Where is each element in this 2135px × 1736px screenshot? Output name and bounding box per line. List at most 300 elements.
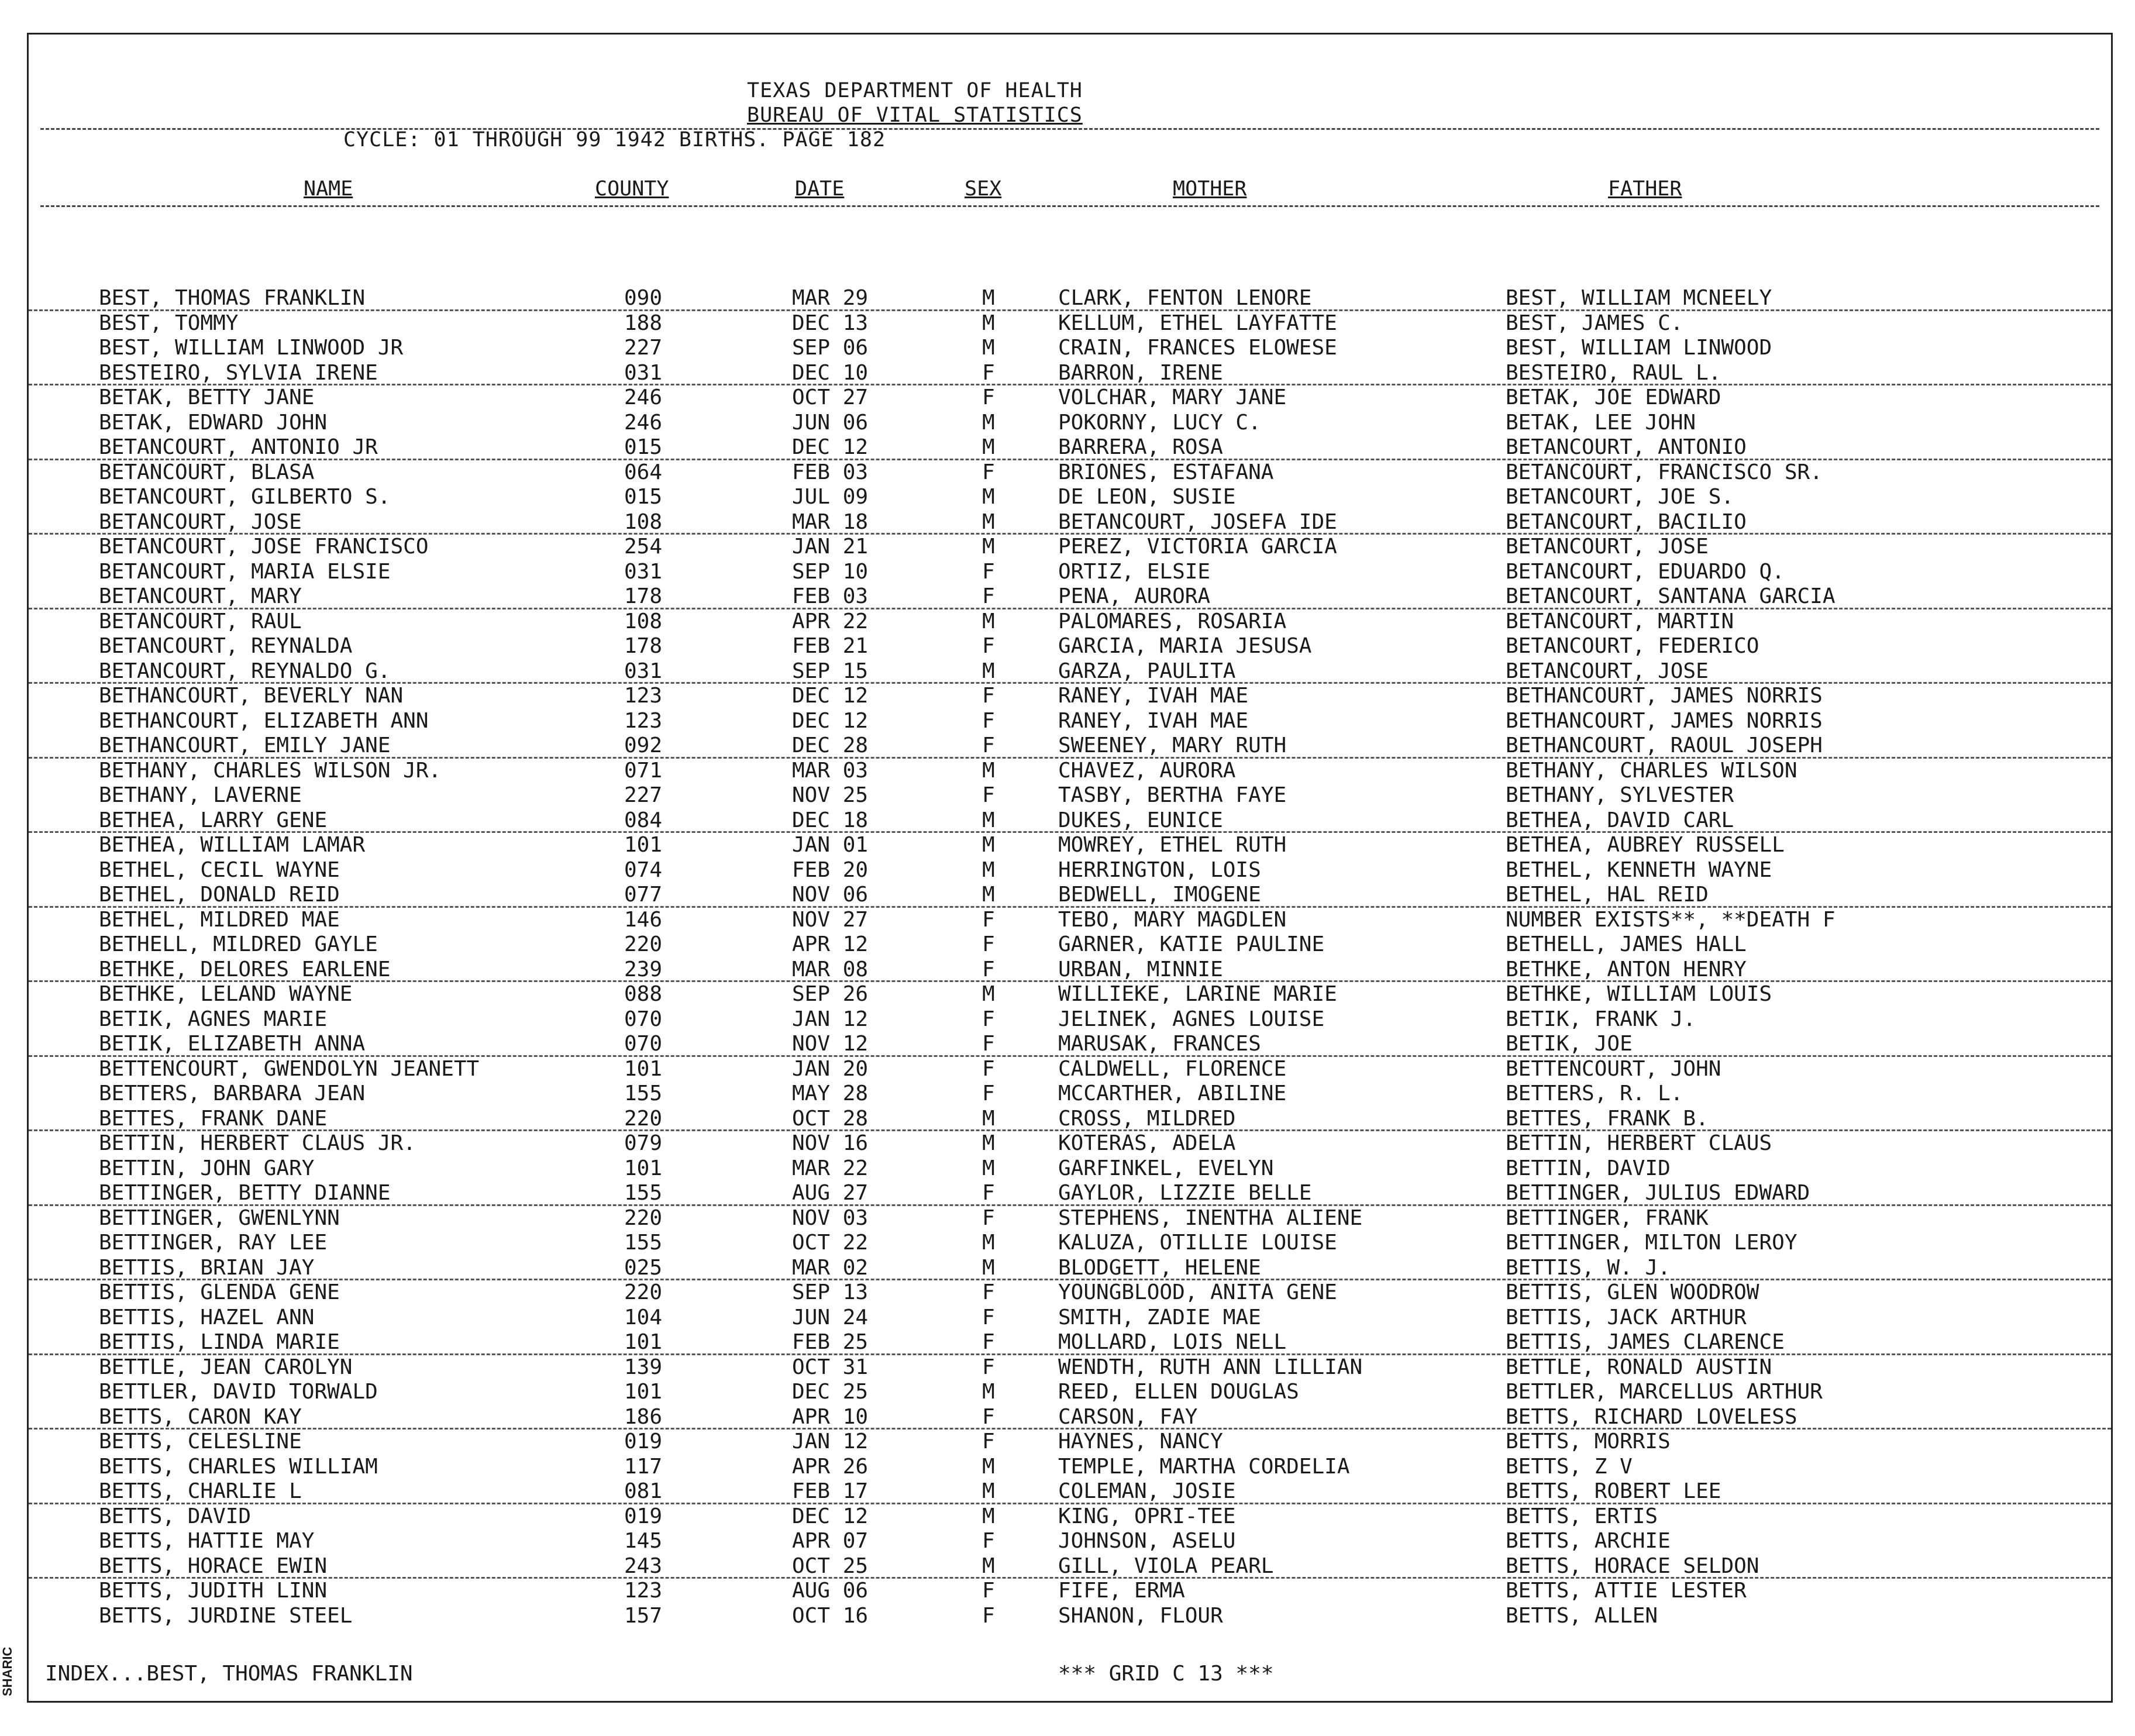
table-row	[29, 1355, 2111, 1380]
cell-county: 227	[624, 783, 663, 807]
table-row	[29, 560, 2111, 585]
cell-county: 070	[624, 1032, 663, 1056]
cell-father: BETANCOURT, BACILIO	[1506, 509, 1747, 534]
cell-mother: COLEMAN, JOSIE	[1058, 1479, 1236, 1503]
table-row	[29, 361, 2111, 386]
cell-mother: MCCARTHER, ABILINE	[1058, 1081, 1287, 1105]
cell-father: BETANCOURT, EDUARDO Q.	[1506, 559, 1785, 584]
cell-mother: JELINEK, AGNES LOUISE	[1058, 1007, 1325, 1031]
cell-date: FEB 21	[792, 634, 869, 658]
table-row	[29, 1529, 2111, 1554]
cell-sex: F	[982, 1205, 995, 1230]
cell-father: BETTENCOURT, JOHN	[1506, 1056, 1721, 1081]
cell-sex: M	[982, 808, 995, 832]
cell-father: BEST, WILLIAM MCNEELY	[1506, 286, 1772, 310]
cell-name: BETTENCOURT, GWENDOLYN JEANETT	[99, 1056, 480, 1081]
cell-mother: HERRINGTON, LOIS	[1058, 857, 1261, 882]
cell-mother: WILLIEKE, LARINE MARIE	[1058, 982, 1337, 1006]
cell-mother: KELLUM, ETHEL LAYFATTE	[1058, 311, 1337, 335]
table-row	[29, 808, 2111, 833]
cell-date: DEC 13	[792, 311, 869, 335]
cell-date: MAR 02	[792, 1255, 869, 1280]
table-row	[29, 1107, 2111, 1132]
cell-county: 019	[624, 1430, 663, 1453]
cell-date: FEB 03	[792, 460, 869, 484]
table-row	[29, 982, 2111, 1007]
cell-sex: F	[982, 1330, 995, 1354]
cell-county: 145	[624, 1529, 663, 1553]
cell-date: APR 26	[792, 1454, 869, 1479]
table-row	[29, 1579, 2111, 1604]
cell-name: BETHANCOURT, ELIZABETH ANN	[99, 708, 429, 733]
cell-name: BETTERS, BARBARA JEAN	[99, 1081, 366, 1105]
cell-father: BETHEA, DAVID CARL	[1506, 808, 1734, 832]
table-row	[29, 1479, 2111, 1504]
cell-mother: PEREZ, VICTORIA GARCIA	[1058, 535, 1337, 559]
cell-date: JUL 09	[792, 485, 869, 509]
cell-mother: RANEY, IVAH MAE	[1058, 708, 1249, 733]
cell-father: BETANCOURT, MARTIN	[1506, 609, 1734, 633]
cell-date: DEC 12	[792, 684, 869, 708]
cell-sex: M	[982, 609, 995, 633]
cell-sex: M	[982, 435, 995, 459]
cell-name: BETANCOURT, MARY	[99, 584, 302, 608]
cell-sex: M	[982, 410, 995, 435]
cell-father: BESTEIRO, RAUL L.	[1506, 360, 1721, 385]
cell-sex: M	[982, 659, 995, 683]
table-row	[29, 783, 2111, 808]
cell-father: BETANCOURT, ANTONIO	[1506, 435, 1747, 459]
cell-sex: M	[982, 1554, 995, 1578]
table-row	[29, 684, 2111, 709]
side-label: SHARIC	[0, 1647, 15, 1696]
cell-mother: SWEENEY, MARY RUTH	[1058, 733, 1287, 757]
cell-father: BETTINGER, FRANK	[1506, 1205, 1709, 1230]
cell-county: 077	[624, 883, 663, 907]
cell-date: NOV 25	[792, 783, 869, 807]
cell-mother: VOLCHAR, MARY JANE	[1058, 385, 1287, 409]
cell-sex: F	[982, 1081, 995, 1105]
cell-father: BETHANCOURT, RAOUL JOSEPH	[1506, 733, 1823, 757]
cell-county: 123	[624, 684, 663, 708]
cell-father: BETTIS, JAMES CLARENCE	[1506, 1330, 1785, 1354]
cell-date: DEC 25	[792, 1380, 869, 1404]
table-row	[29, 1131, 2111, 1156]
cell-date: MAY 28	[792, 1081, 869, 1105]
cell-mother: FIFE, ERMA	[1058, 1579, 1185, 1603]
cell-county: 220	[624, 1106, 663, 1131]
cell-name: BETHEA, LARRY GENE	[99, 808, 328, 832]
cell-date: FEB 03	[792, 584, 869, 608]
cell-county: 123	[624, 1579, 663, 1603]
table-row	[29, 1430, 2111, 1455]
cell-mother: BARRERA, ROSA	[1058, 435, 1223, 459]
cell-sex: F	[982, 1056, 995, 1081]
cell-date: OCT 16	[792, 1603, 869, 1628]
cell-name: BETANCOURT, REYNALDA	[99, 634, 353, 658]
cell-county: 186	[624, 1404, 663, 1429]
cell-sex: F	[982, 1007, 995, 1031]
table-row	[29, 733, 2111, 759]
cell-father: BETANCOURT, JOSE	[1506, 535, 1709, 559]
cell-mother: KALUZA, OTILLIE LOUISE	[1058, 1231, 1337, 1255]
cell-county: 155	[624, 1231, 663, 1255]
table-row	[29, 957, 2111, 983]
cell-father: BETTIN, DAVID	[1506, 1156, 1671, 1180]
cell-father: BETTIS, W. J.	[1506, 1255, 1671, 1280]
cell-date: NOV 06	[792, 883, 869, 907]
cell-mother: REED, ELLEN DOUGLAS	[1058, 1380, 1299, 1404]
header-cycle: CYCLE: 01 THROUGH 99 1942 BIRTHS. PAGE 182	[343, 128, 886, 151]
cell-county: 108	[624, 509, 663, 534]
column-name: NAME	[304, 177, 353, 201]
cell-county: 220	[624, 932, 663, 956]
cell-sex: M	[982, 485, 995, 509]
cell-date: OCT 22	[792, 1231, 869, 1255]
cell-father: BETAK, LEE JOHN	[1506, 410, 1696, 435]
cell-sex: F	[982, 733, 995, 757]
cell-father: BETTIN, HERBERT CLAUS	[1506, 1131, 1772, 1155]
cell-name: BETIK, ELIZABETH ANNA	[99, 1032, 366, 1056]
cell-sex: F	[982, 584, 995, 608]
cell-sex: F	[982, 1579, 995, 1603]
cell-father: BETANCOURT, SANTANA GARCIA	[1506, 584, 1836, 608]
cell-mother: URBAN, MINNIE	[1058, 957, 1223, 981]
cell-county: 104	[624, 1305, 663, 1329]
table-row	[29, 1032, 2111, 1057]
table-row	[29, 908, 2111, 933]
cell-date: APR 07	[792, 1529, 869, 1553]
cell-father: BETHKE, ANTON HENRY	[1506, 957, 1747, 981]
cell-name: BETTS, DAVID	[99, 1504, 252, 1528]
cell-sex: M	[982, 1454, 995, 1479]
table-row	[29, 1604, 2111, 1629]
cell-date: AUG 06	[792, 1579, 869, 1603]
cell-father: BETTS, ALLEN	[1506, 1603, 1658, 1628]
cell-father: BETHELL, JAMES HALL	[1506, 932, 1747, 956]
cell-name: BETTS, HORACE EWIN	[99, 1554, 328, 1578]
cell-mother: YOUNGBLOOD, ANITA GENE	[1058, 1280, 1337, 1304]
cell-date: JAN 21	[792, 535, 869, 559]
cell-father: BETHANY, SYLVESTER	[1506, 783, 1734, 807]
cell-name: BETTINGER, RAY LEE	[99, 1231, 328, 1255]
cell-mother: MOWREY, ETHEL RUTH	[1058, 833, 1287, 857]
cell-father: BETHEA, AUBREY RUSSELL	[1506, 833, 1785, 857]
cell-date: JAN 12	[792, 1007, 869, 1031]
cell-county: 227	[624, 336, 663, 360]
cell-date: DEC 12	[792, 1504, 869, 1528]
cell-mother: STEPHENS, INENTHA ALIENE	[1058, 1205, 1363, 1230]
cell-sex: M	[982, 1131, 995, 1155]
cell-father: BETANCOURT, FRANCISCO SR.	[1506, 460, 1823, 484]
table-row	[29, 385, 2111, 411]
header-line2: BUREAU OF VITAL STATISTICS	[747, 104, 1083, 127]
cell-name: BETTINGER, GWENLYNN	[99, 1205, 340, 1230]
cell-name: BESTEIRO, SYLVIA IRENE	[99, 360, 378, 385]
cell-county: 088	[624, 982, 663, 1006]
cell-father: BETTS, RICHARD LOVELESS	[1506, 1404, 1797, 1429]
table-row	[29, 1206, 2111, 1231]
cell-sex: F	[982, 559, 995, 584]
table-row	[29, 883, 2111, 908]
cell-mother: CROSS, MILDRED	[1058, 1106, 1236, 1131]
cell-sex: M	[982, 857, 995, 882]
cell-name: BEST, THOMAS FRANKLIN	[99, 286, 366, 310]
cell-sex: M	[982, 1504, 995, 1528]
cell-county: 155	[624, 1181, 663, 1205]
table-row	[29, 609, 2111, 635]
cell-date: OCT 27	[792, 385, 869, 409]
cell-sex: F	[982, 1355, 995, 1379]
table-row	[29, 336, 2111, 361]
cell-father: BETANCOURT, FEDERICO	[1506, 634, 1759, 658]
cell-father: BETTS, ATTIE LESTER	[1506, 1579, 1747, 1603]
cell-county: 092	[624, 733, 663, 757]
cell-name: BETTIS, LINDA MARIE	[99, 1330, 340, 1354]
cell-sex: M	[982, 336, 995, 360]
cell-father: BETHANCOURT, JAMES NORRIS	[1506, 708, 1823, 733]
table-row	[29, 1057, 2111, 1082]
cell-county: 239	[624, 957, 663, 981]
column-father: FATHER	[1608, 177, 1682, 201]
cell-mother: HAYNES, NANCY	[1058, 1430, 1223, 1453]
cell-sex: F	[982, 360, 995, 385]
cell-mother: DUKES, EUNICE	[1058, 808, 1223, 832]
cell-father: BETTS, ROBERT LEE	[1506, 1479, 1721, 1503]
table-row	[29, 634, 2111, 659]
cell-county: 254	[624, 535, 663, 559]
cell-name: BETHEL, DONALD REID	[99, 883, 340, 907]
cell-name: BETANCOURT, MARIA ELSIE	[99, 559, 391, 584]
cell-date: NOV 03	[792, 1205, 869, 1230]
cell-mother: CHAVEZ, AURORA	[1058, 758, 1236, 783]
cell-county: 071	[624, 758, 663, 783]
table-row	[29, 460, 2111, 485]
cell-sex: M	[982, 883, 995, 907]
table-row	[29, 286, 2111, 311]
cell-mother: SMITH, ZADIE MAE	[1058, 1305, 1261, 1329]
cell-county: 243	[624, 1554, 663, 1578]
cell-mother: ORTIZ, ELSIE	[1058, 559, 1211, 584]
cell-county: 117	[624, 1454, 663, 1479]
table-row	[29, 659, 2111, 684]
footer-index: INDEX...BEST, THOMAS FRANKLIN	[45, 1662, 413, 1686]
cell-date: DEC 28	[792, 733, 869, 757]
cell-name: BETTES, FRANK DANE	[99, 1106, 328, 1131]
cell-sex: F	[982, 907, 995, 932]
cell-county: 019	[624, 1504, 663, 1528]
table-row	[29, 1181, 2111, 1206]
cell-father: BETIK, JOE	[1506, 1032, 1633, 1056]
table-row	[29, 1280, 2111, 1306]
cell-father: BETTINGER, JULIUS EDWARD	[1506, 1181, 1810, 1205]
cell-county: 188	[624, 311, 663, 335]
cell-mother: BLODGETT, HELENE	[1058, 1255, 1261, 1280]
cell-father: BETTLER, MARCELLUS ARTHUR	[1506, 1380, 1823, 1404]
cell-county: 031	[624, 360, 663, 385]
cell-county: 155	[624, 1081, 663, 1105]
cell-father: BETTS, ARCHIE	[1506, 1529, 1671, 1553]
cell-father: BETTS, MORRIS	[1506, 1430, 1671, 1453]
cell-name: BETTS, CHARLES WILLIAM	[99, 1454, 378, 1479]
cell-sex: M	[982, 1106, 995, 1131]
cell-father: BETAK, JOE EDWARD	[1506, 385, 1721, 409]
cell-name: BETHANCOURT, BEVERLY NAN	[99, 684, 404, 708]
cell-mother: BETANCOURT, JOSEFA IDE	[1058, 509, 1337, 534]
cell-county: 031	[624, 659, 663, 683]
cell-sex: M	[982, 1479, 995, 1503]
cell-name: BETTLER, DAVID TORWALD	[99, 1380, 378, 1404]
cell-name: BETTIN, JOHN GARY	[99, 1156, 315, 1180]
cell-county: 220	[624, 1205, 663, 1230]
cell-date: NOV 16	[792, 1131, 869, 1155]
cell-county: 074	[624, 857, 663, 882]
cell-date: JAN 01	[792, 833, 869, 857]
cell-county: 015	[624, 485, 663, 509]
cell-date: DEC 18	[792, 808, 869, 832]
cell-date: JUN 24	[792, 1305, 869, 1329]
cell-sex: F	[982, 957, 995, 981]
cell-county: 101	[624, 1056, 663, 1081]
cell-date: SEP 15	[792, 659, 869, 683]
cell-name: BETTIS, BRIAN JAY	[99, 1255, 315, 1280]
cell-name: BETANCOURT, JOSE	[99, 509, 302, 534]
cell-father: BETHEL, KENNETH WAYNE	[1506, 857, 1772, 882]
cell-sex: M	[982, 833, 995, 857]
cell-father: BETTS, HORACE SELDON	[1506, 1554, 1759, 1578]
cell-mother: GILL, VIOLA PEARL	[1058, 1554, 1274, 1578]
cell-county: 246	[624, 385, 663, 409]
cell-mother: BARRON, IRENE	[1058, 360, 1223, 385]
cell-name: BETHEL, CECIL WAYNE	[99, 857, 340, 882]
cell-county: 157	[624, 1603, 663, 1628]
cell-father: BEST, WILLIAM LINWOOD	[1506, 336, 1772, 360]
cell-county: 178	[624, 634, 663, 658]
cell-sex: F	[982, 1529, 995, 1553]
cell-county: 101	[624, 1156, 663, 1180]
cell-date: JAN 12	[792, 1430, 869, 1453]
cell-name: BEST, TOMMY	[99, 311, 239, 335]
cell-county: 015	[624, 435, 663, 459]
cell-name: BETHANY, LAVERNE	[99, 783, 302, 807]
cell-father: BETTIS, JACK ARTHUR	[1506, 1305, 1747, 1329]
cell-mother: CRAIN, FRANCES ELOWESE	[1058, 336, 1337, 360]
cell-date: OCT 31	[792, 1355, 869, 1379]
cell-name: BETAK, EDWARD JOHN	[99, 410, 328, 435]
cell-county: 090	[624, 286, 663, 310]
cell-mother: MARUSAK, FRANCES	[1058, 1032, 1261, 1056]
cell-father: BETTS, Z V	[1506, 1454, 1633, 1479]
cell-county: 031	[624, 559, 663, 584]
cell-name: BETHANY, CHARLES WILSON JR.	[99, 758, 442, 783]
column-county: COUNTY	[595, 177, 669, 201]
cell-name: BETTS, CELESLINE	[99, 1430, 302, 1453]
cell-date: MAR 03	[792, 758, 869, 783]
cell-mother: CALDWELL, FLORENCE	[1058, 1056, 1287, 1081]
cell-sex: F	[982, 783, 995, 807]
cell-sex: M	[982, 509, 995, 534]
table-row	[29, 584, 2111, 609]
cell-name: BETTIS, HAZEL ANN	[99, 1305, 315, 1329]
cell-father: BETHANCOURT, JAMES NORRIS	[1506, 684, 1823, 708]
table-row	[29, 1231, 2111, 1256]
cell-name: BETTLE, JEAN CAROLYN	[99, 1355, 353, 1379]
cell-mother: GARZA, PAULITA	[1058, 659, 1236, 683]
cell-name: BETTS, CHARLIE L	[99, 1479, 302, 1503]
cell-name: BETHKE, DELORES EARLENE	[99, 957, 391, 981]
cell-sex: F	[982, 708, 995, 733]
cell-date: MAR 22	[792, 1156, 869, 1180]
cell-name: BETTIS, GLENDA GENE	[99, 1280, 340, 1304]
footer-grid: *** GRID C 13 ***	[1058, 1662, 1274, 1686]
table-row	[29, 1306, 2111, 1331]
cell-sex: F	[982, 634, 995, 658]
cell-county: 101	[624, 1330, 663, 1354]
cell-date: MAR 29	[792, 286, 869, 310]
cell-father: NUMBER EXISTS**, **DEATH F	[1506, 907, 1836, 932]
cell-name: BETANCOURT, RAUL	[99, 609, 302, 633]
cell-mother: GARFINKEL, EVELYN	[1058, 1156, 1274, 1180]
column-divider	[40, 205, 2099, 207]
cell-mother: POKORNY, LUCY C.	[1058, 410, 1261, 435]
cell-county: 084	[624, 808, 663, 832]
cell-county: 220	[624, 1280, 663, 1304]
cell-date: FEB 17	[792, 1479, 869, 1503]
cell-name: BETTS, CARON KAY	[99, 1404, 302, 1429]
cell-mother: CARSON, FAY	[1058, 1404, 1198, 1429]
cell-father: BETTLE, RONALD AUSTIN	[1506, 1355, 1772, 1379]
table-row	[29, 311, 2111, 336]
cell-county: 178	[624, 584, 663, 608]
cell-county: 246	[624, 410, 663, 435]
cell-date: DEC 10	[792, 360, 869, 385]
cell-sex: F	[982, 1181, 995, 1205]
cell-date: DEC 12	[792, 435, 869, 459]
cell-county: 064	[624, 460, 663, 484]
cell-mother: SHANON, FLOUR	[1058, 1603, 1223, 1628]
table-row	[29, 1380, 2111, 1405]
table-row	[29, 510, 2111, 535]
cell-sex: F	[982, 1404, 995, 1429]
cell-mother: JOHNSON, ASELU	[1058, 1529, 1236, 1553]
cell-date: FEB 20	[792, 857, 869, 882]
cell-father: BETHEL, HAL REID	[1506, 883, 1709, 907]
cell-father: BETHANY, CHARLES WILSON	[1506, 758, 1797, 783]
cell-name: BETANCOURT, JOSE FRANCISCO	[99, 535, 429, 559]
table-row	[29, 858, 2111, 883]
cell-mother: TEMPLE, MARTHA CORDELIA	[1058, 1454, 1350, 1479]
cell-date: JAN 20	[792, 1056, 869, 1081]
cell-name: BETHEL, MILDRED MAE	[99, 907, 340, 932]
cell-name: BETHEA, WILLIAM LAMAR	[99, 833, 366, 857]
cell-sex: M	[982, 535, 995, 559]
table-row	[29, 1405, 2111, 1430]
cell-date: SEP 26	[792, 982, 869, 1006]
cell-father: BETTS, ERTIS	[1506, 1504, 1658, 1528]
cell-county: 146	[624, 907, 663, 932]
cell-sex: M	[982, 311, 995, 335]
cell-date: SEP 13	[792, 1280, 869, 1304]
cell-date: APR 10	[792, 1404, 869, 1429]
cell-date: OCT 28	[792, 1106, 869, 1131]
cell-sex: F	[982, 385, 995, 409]
cell-name: BEST, WILLIAM LINWOOD JR	[99, 336, 404, 360]
column-date: DATE	[795, 177, 845, 201]
cell-mother: BRIONES, ESTAFANA	[1058, 460, 1274, 484]
cell-name: BETANCOURT, ANTONIO JR	[99, 435, 378, 459]
cell-name: BETANCOURT, BLASA	[99, 460, 315, 484]
cell-father: BETTINGER, MILTON LEROY	[1506, 1231, 1797, 1255]
